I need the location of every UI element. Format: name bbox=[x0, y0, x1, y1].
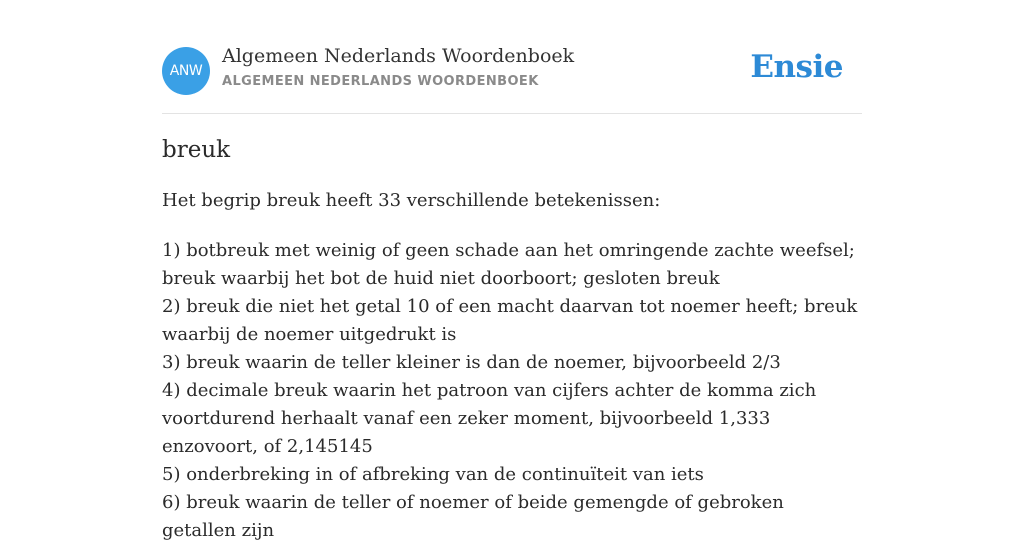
meanings-list bbox=[162, 237, 862, 545]
source-title[interactable]: Algemeen Nederlands Woordenboek bbox=[222, 45, 575, 67]
source-header bbox=[162, 0, 862, 114]
entry-word-title: breuk bbox=[162, 137, 231, 163]
meaning-item: 2) breuk die niet het getal 10 of een macht daarvan tot noemer heeft; breuk waarbij de noemer uitgedrukt is bbox=[162, 296, 858, 345]
meaning-item: 1) botbreuk met weinig of geen schade aan het omringende zachte weefsel; breuk waarbij het bot de huid niet doorboort; gesloten breuk bbox=[162, 240, 855, 289]
meaning-item: 3) breuk waarin de teller kleiner is dan de noemer, bijvoorbeeld 2/3 bbox=[162, 352, 781, 373]
meaning-item: 4) decimale breuk waarin het patroon van cijfers achter de komma zich voortdurend herhaalt vanaf een zeker moment, bijvoorbeeld 1,333 enzovoort, of 2,145145 bbox=[162, 380, 817, 457]
entry-intro: Het begrip breuk heeft 33 verschillende betekenissen: bbox=[162, 190, 661, 211]
ensie-logo[interactable]: Ensie bbox=[750, 49, 843, 85]
meaning-item: 6) breuk waarin de teller of noemer of beide gemengde of gebroken getallen zijn bbox=[162, 492, 784, 541]
anw-logo-icon[interactable]: ANW bbox=[162, 47, 210, 95]
source-subtitle: ALGEMEEN NEDERLANDS WOORDENBOEK bbox=[222, 74, 539, 89]
content-container bbox=[162, 0, 862, 541]
meaning-item: 5) onderbreking in of afbreking van de continuïteit van iets bbox=[162, 464, 704, 485]
